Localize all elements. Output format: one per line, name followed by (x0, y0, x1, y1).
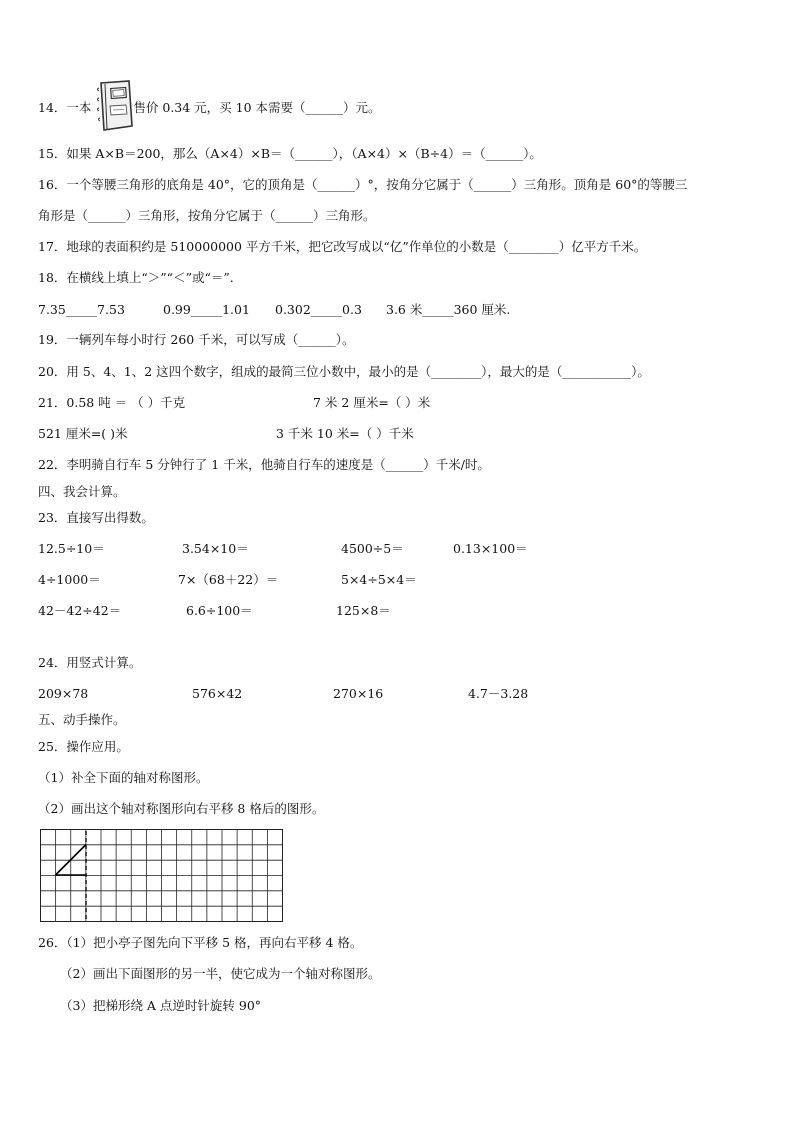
q23-r2-c3: 5×4÷5×4＝ (341, 572, 417, 587)
q23-r1-c4: 0.13×100＝ (453, 541, 528, 556)
q18-item-3: 0.302_____0.3 (275, 302, 362, 317)
question-24: 24．用竖式计算。 (38, 655, 142, 670)
question-19: 19．一辆列车每小时行 260 千米，可以写成（______）。 (38, 332, 355, 347)
q23-r1-c3: 4500÷5＝ (341, 541, 404, 556)
q21-item-4: 3 千米 10 米=（ ）千米 (276, 426, 414, 441)
question-14 (38, 100, 381, 116)
q23-r1-c1: 12.5÷10＝ (38, 541, 105, 556)
question-16-line-2: 角形是（______）三角形，按角分它属于（______）三角形。 (38, 208, 376, 223)
q21-item-1: 21．0.58 吨 ＝ （ ）千克 (38, 395, 186, 410)
q18-item-1: 7.35_____7.53 (38, 302, 125, 317)
question-26-part-3: （3）把梯形绕 A 点逆时针旋转 90° (60, 998, 262, 1013)
section-4-heading: 四、我会计算。 (38, 484, 126, 499)
question-25: 25．操作应用。 (38, 739, 129, 754)
question-16-line-1: 16．一个等腰三角形的底角是 40°，它的顶角是（______）°，按角分它属于（______）三角形。顶角是 60°的等腰三 (38, 177, 688, 192)
q23-r1-c2: 3.54×10＝ (182, 541, 249, 556)
question-26-part-1: 26．（1）把小亭子图先向下平移 5 格，再向右平移 4 格。 (38, 935, 363, 950)
q23-r3-c3: 125×8＝ (336, 603, 391, 618)
question-17: 17．地球的表面积约是 510000000 平方千米，把它改写成以“亿”作单位的小数是（________）亿平方千米。 (38, 239, 647, 254)
question-15: 15．如果 A×B＝200，那么（A×4）×B＝（______），（A×4）×（B÷4）＝（______）。 (38, 146, 542, 161)
q18-item-4: 3.6 米_____360 厘米. (386, 302, 511, 317)
q24-item-4: 4.7－3.28 (468, 686, 529, 701)
q23-r3-c1: 42－42÷42＝ (38, 603, 122, 618)
q18-item-2: 0.99_____1.01 (163, 302, 250, 317)
q14-text-after: 售价 0.34 元，买 10 本需要（______）元。 (133, 100, 381, 115)
question-20: 20．用 5、4、1、2 这四个数字，组成的最简三位小数中，最小的是（________），最大的是（___________）。 (38, 364, 650, 379)
q21-item-3: 521 厘米=( )米 (38, 426, 128, 441)
q23-r2-c1: 4÷1000＝ (38, 572, 101, 587)
q24-item-2: 576×42 (192, 686, 243, 701)
question-22: 22．李明骑自行车 5 分钟行了 1 千米，他骑自行车的速度是（______）千米/时。 (38, 457, 490, 472)
question-26-part-2: （2）画出下面图形的另一半，使它成为一个轴对称图形。 (60, 966, 381, 981)
q14-text-before: 14．一本 (38, 100, 92, 115)
question-25-part-1: （1）补全下面的轴对称图形。 (38, 770, 209, 785)
q23-r3-c2: 6.6÷100＝ (186, 603, 253, 618)
q24-item-1: 209×78 (38, 686, 89, 701)
q23-r2-c2: 7×（68＋22）＝ (178, 572, 279, 587)
q21-item-2: 7 米 2 厘米=（ ）米 (313, 395, 431, 410)
section-5-heading: 五、动手操作。 (38, 712, 126, 727)
question-25-part-2: （2）画出这个轴对称图形向右平移 8 格后的图形。 (38, 801, 325, 816)
q24-item-3: 270×16 (333, 686, 384, 701)
question-23: 23．直接写出得数。 (38, 510, 154, 525)
question-18: 18．在横线上填上“＞”“＜”或“＝”. (38, 270, 234, 285)
axis-symmetry-grid (40, 829, 284, 923)
notebook-icon (96, 80, 134, 132)
